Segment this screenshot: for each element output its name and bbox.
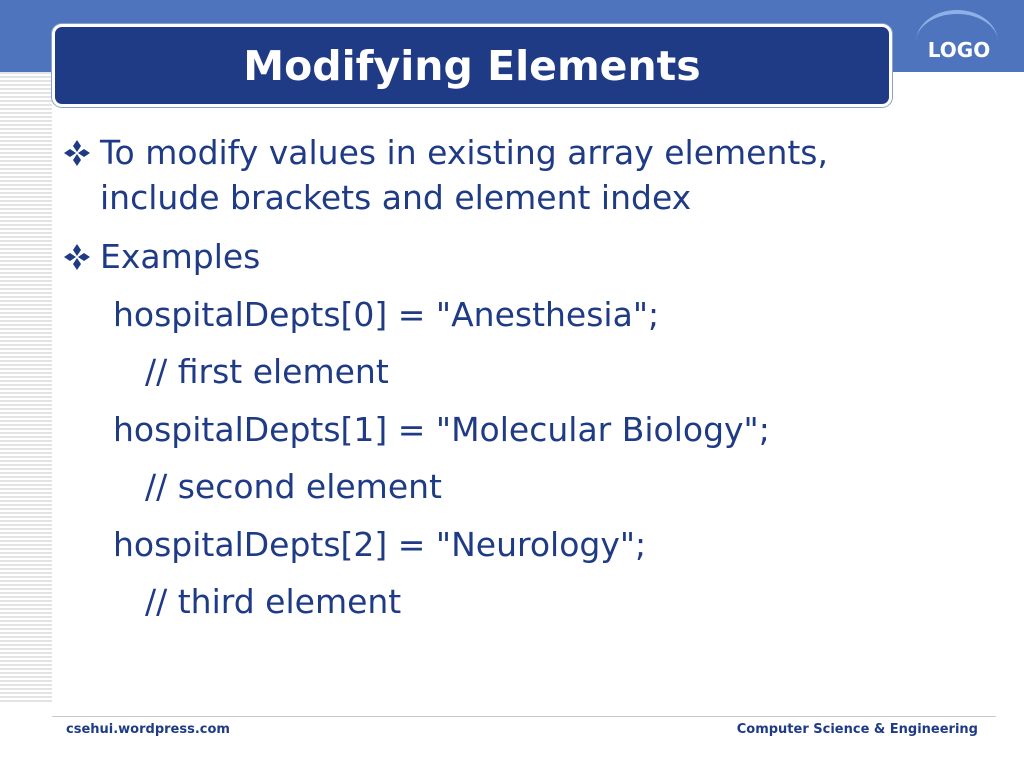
code-line: hospitalDepts[0] = "Anesthesia";: [113, 295, 660, 334]
bullet-text-line: To modify values in existing array elements,: [100, 133, 828, 172]
code-comment: // third element: [145, 582, 402, 621]
footer-website: csehui.wordpress.com: [66, 722, 230, 737]
footer-divider: [52, 716, 996, 717]
footer-department: Computer Science & Engineering: [736, 722, 978, 737]
code-line: hospitalDepts[1] = "Molecular Biology";: [113, 410, 770, 449]
slide-title: Modifying Elements: [243, 41, 701, 90]
logo-text: LOGO: [927, 38, 991, 62]
code-comment: // second element: [145, 467, 442, 506]
bullet-text: [100, 130, 980, 220]
code-line: hospitalDepts[2] = "Neurology";: [113, 525, 647, 564]
code-comment: // first element: [145, 352, 389, 391]
bullet-text-line: include brackets and element index: [100, 178, 692, 217]
diamond-bullet-icon: [62, 138, 92, 168]
bullet-text: Examples: [100, 237, 261, 276]
diamond-bullet-icon: [62, 242, 92, 272]
